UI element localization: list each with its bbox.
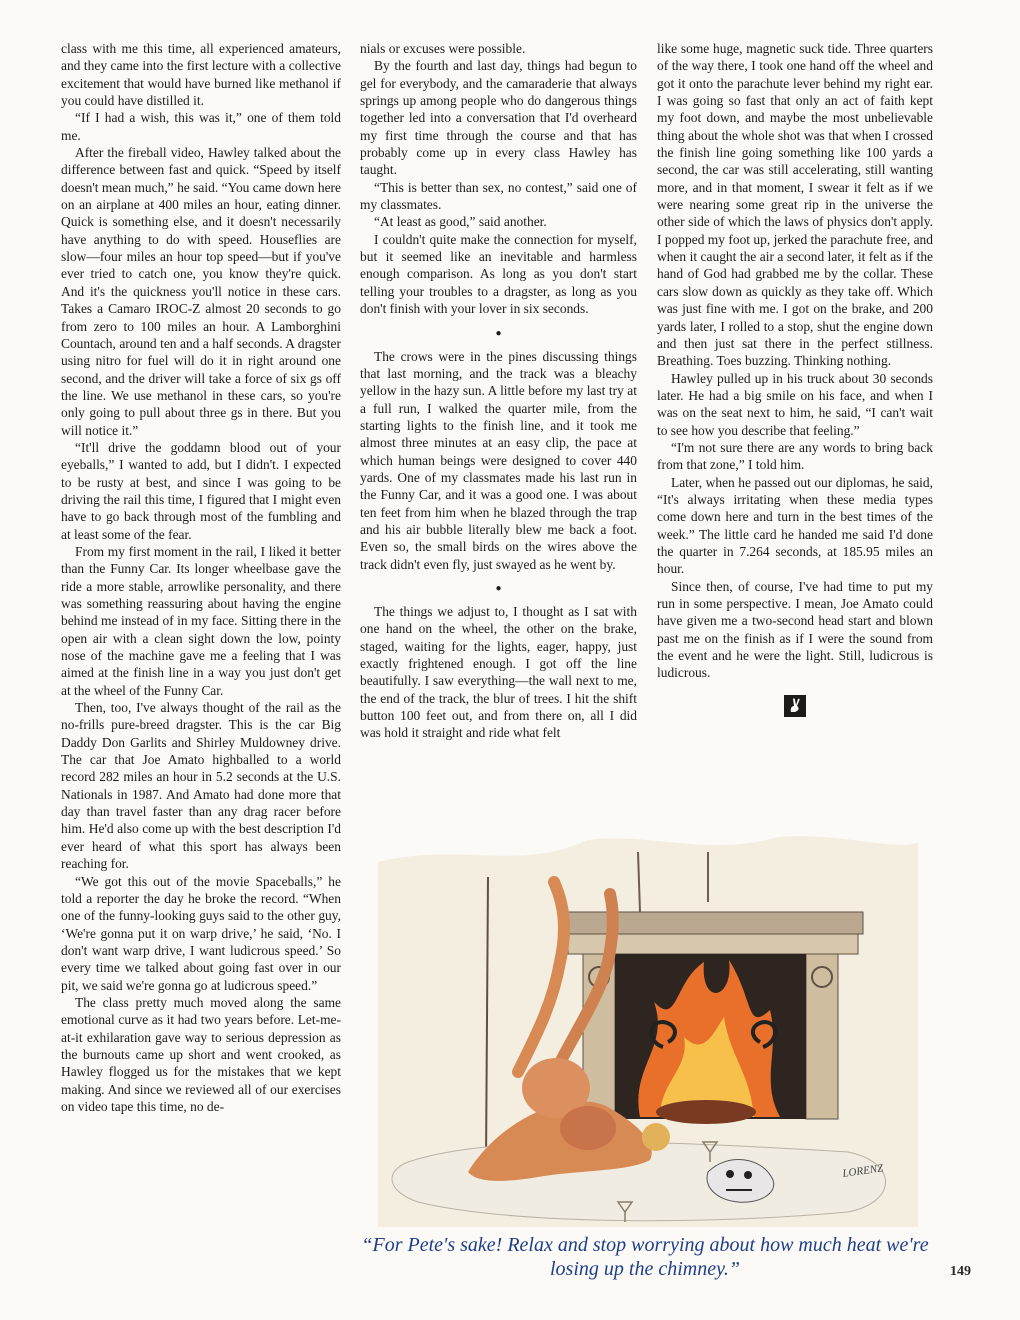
paragraph: like some huge, magnetic suck tide. Three quarters of the way there, I took one hand off the wheel and got it onto the parachute lever behind my right ear. I was going so fast that only an act of faith kept my foot down, and maybe the most unbelievable thing about the whole shot was that when I crossed the finish line going something like 100 yards a second, the car was still accelerating, still wanting more, and in that moment, I swear it felt as if we were nearing some great rip in the universe the other side of which the laws of physics don't apply. I popped my foot up, jerked the parachute free, and when it caught the air a second later, it felt as if the hand of God had grabbed me by the collar. These cars slow down as quickly as they take off. Which was just fine with me. I got on the brake, and 200 yards later, I rolled to a stop, shut the engine down and then just sat there in the perfect stillness. Breathing. Toes buzzing. Thinking nothing. [657, 41, 933, 369]
paragraph: “We got this out of the movie Spaceballs,” he told a reporter the day he broke the record. “When one of the funny-looking guys said to the other guy, ‘We're gonna put it on warp drive,’ he said, ‘No. I don't want warp drive, I want ludicrous speed.’ So every time we talked about going fast over in our pit, we said we're gonna go at ludicrous speed.” [61, 873, 341, 993]
artist-signature: LORENZ [841, 1162, 884, 1180]
paragraph: Then, too, I've always thought of the rail as the no-frills pure-breed dragster. This is the car Big Daddy Don Garlits and Shirley Muldowney drive. The car that Joe Amato highballed to a world record 282 miles an hour in 5.2 seconds at the U.S. Nationals in 1987. And Amato had done more that day than travel faster than any drag racer before him. He'd also come up with the best description I'd ever heard of what this sport has always been reaching for. [61, 700, 341, 872]
cartoon-caption: “For Pete's sake! Relax and stop worrying about how much heat we're losing up the chimney.” [361, 1234, 929, 1280]
paragraph: “I'm not sure there are any words to bring back from that zone,” I told him. [657, 439, 933, 473]
paragraph: The class pretty much moved along the same emotional curve as it had two years before. Let-me-at-it exhilaration gave way to serious depression as the burnouts came up short and went crooked, as Hawley flogged us for the mistakes that we kept making. And since we reviewed all of our exercises on video tape this time, no de- [61, 994, 341, 1114]
paragraph: class with me this time, all experienced amateurs, and they came into the first lecture with a collective excitement that would have burned like methanol if you could have distilled it. [61, 41, 341, 109]
paragraph: The crows were in the pines discussing things that last morning, and the track was a bleachy yellow in the hazy sun. A little before my last try at a full run, I walked the quarter mile, from the starting lights to the finish line, and it took me almost three minutes at an easy clip, the pace at which human beings were designed to cover 440 yards. One of my classmates made his last run in the Funny Car, and it was a good one. I was about ten feet from him when he blazed through the trap and his air bubble literally blew me back a foot. Even so, the small birds on the wires above the track didn't even fly, just swayed as he went by. [360, 348, 637, 572]
paragraph: Later, when he passed out our diplomas, he said, “It's always irritating when these media types come down here and turn in the best times of the week.” The little card he handed me said I'd done the quarter in 7.264 seconds, at 185.95 miles an hour. [657, 474, 933, 577]
paragraph: The things we adjust to, I thought as I sat with one hand on the wheel, the other on the brake, staged, waiting for the lights, eager, happy, just exactly frightened enough. I got off the line beautifully. I saw everything—the wall next to me, the end of the track, the blur of trees. I hit the shift button 100 feet out, and from there on, all I did was hold it straight and ride what felt [360, 603, 637, 741]
fireplace-cartoon-illustration [378, 832, 918, 1227]
playboy-bunny-end-mark-icon [783, 694, 807, 718]
section-break-dot: ● [495, 582, 502, 594]
article-column-2 [360, 40, 637, 742]
paragraph: From my first moment in the rail, I liked it better than the Funny Car. Its longer wheelbase gave the ride a more stable, arrowlike personality, and there was something reassuring about having the engine behind me instead of in my face. Sitting there in the open air with a clean sight down the low, pointy nose of the machine gave me a feeling that I was aimed at the finish line in a way you just don't get at the wheel of the Funny Car. [61, 543, 341, 698]
paragraph: “At least as good,” said another. [374, 214, 547, 230]
paragraph: “It'll drive the goddamn blood out of your eyeballs,” I wanted to add, but I didn't. I expected to be rusty at best, and since I was going to be driving the rail this time, I figured that I might even have to go back through most of the fumbling and at least some of the fear. [61, 439, 341, 542]
paragraph: After the fireball video, Hawley talked about the difference between fast and quick. “Speed by itself doesn't mean much,” he said. “You came down here on an airplane at 400 miles an hour, eating dinner. Quick is something else, and it doesn't necessarily have anything to do with speed. Houseflies are slow—four miles an hour top speed—but if you've ever tried to catch one, you know they're quick. And it's the quickness you'll notice in these cars. Takes a Camaro IROC-Z almost 20 seconds to go from zero to 100 miles an hour. A Lamborghini Countach, around ten and a half seconds. A dragster using nitro for fuel will do it in right around one second, and the driver will take a force of six gs off the line. We use methanol in these cars, so you're only going to pull about three gs in there. But you will notice it.” [61, 145, 341, 438]
page-number: 149 [950, 1264, 971, 1279]
section-break-dot: ● [495, 327, 502, 339]
paragraph: nials or excuses were possible. [360, 41, 526, 56]
paragraph: Hawley pulled up in his truck about 30 seconds later. He had a big smile on his face, and when I was on the seat next to him, he said, “I can't wait to see how you describe that feeling.” [657, 370, 933, 438]
article-column-1 [61, 40, 341, 1115]
paragraph: “This is better than sex, no contest,” said one of my classmates. [360, 179, 637, 213]
article-column-3 [657, 40, 933, 718]
paragraph: By the fourth and last day, things had begun to gel for everybody, and the camaraderie that always springs up among people who do dangerous things together led into a conversation that I'd overheard my first time through the course and that has probably come up in every class Hawley has taught. [360, 58, 637, 178]
paragraph: “If I had a wish, this was it,” one of them told me. [61, 110, 341, 143]
paragraph: Since then, of course, I've had time to put my run in some perspective. I mean, Joe Amato could have given me a two-second head start and blown past me on the finish as if I were the sound from the event and he were the light. Still, ludicrous is ludicrous. [657, 578, 933, 681]
paragraph: I couldn't quite make the connection for myself, but it seemed like an inevitable and harmless enough comparison. As long as you don't start telling your troubles to a dragster, as long as you don't finish with your lover in six seconds. [360, 231, 637, 317]
